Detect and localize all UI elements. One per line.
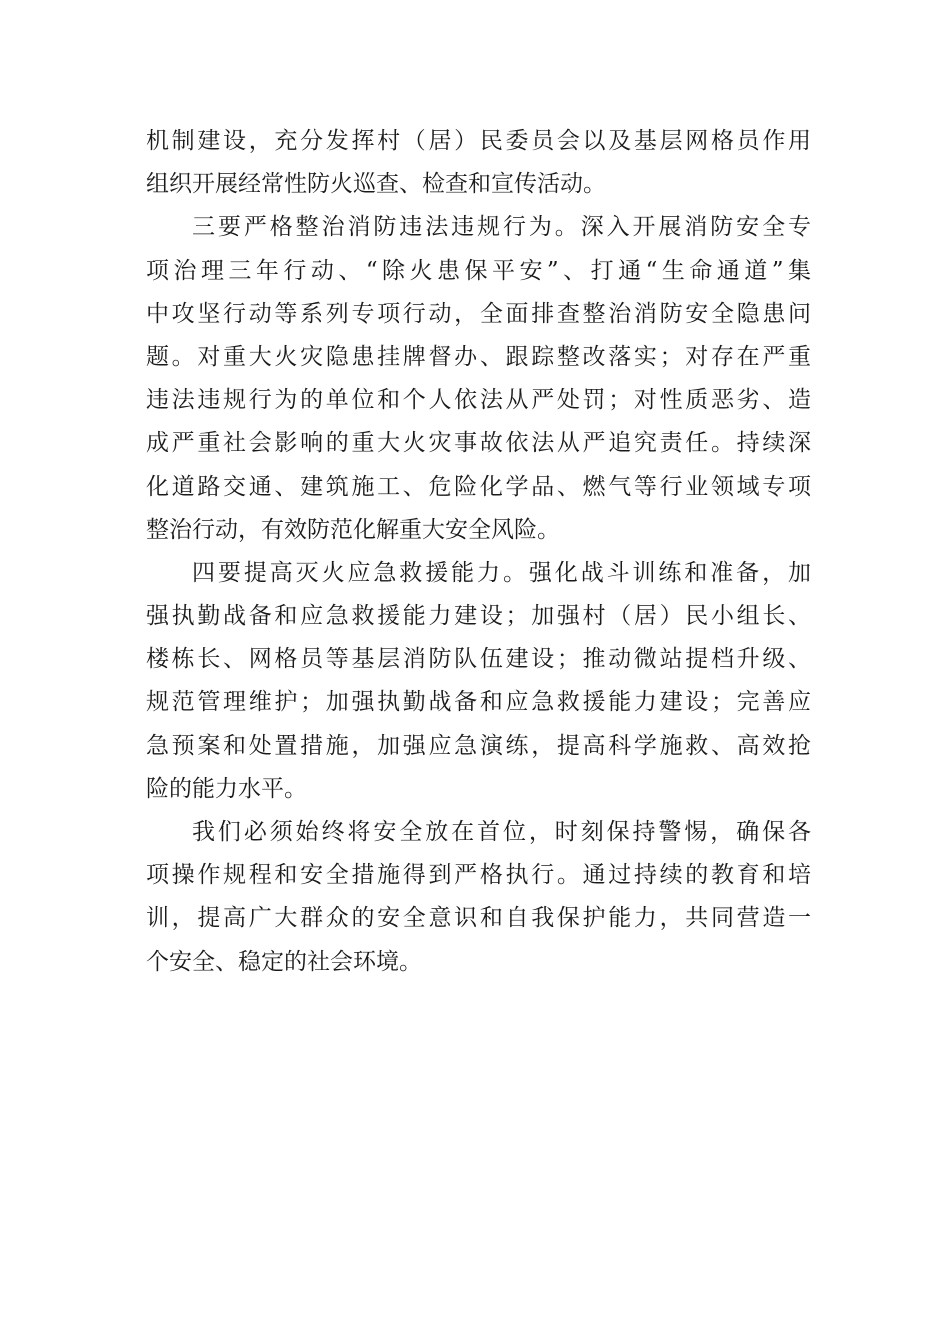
paragraph-line: 项操作规程和安全措施得到严格执行。通过持续的教育和培 — [146, 862, 811, 889]
paragraph-line: 个安全、稳定的社会环境。 — [146, 948, 422, 975]
paragraph-line: 强执勤战备和应急救援能力建设；加强村（居）民小组长、 — [146, 603, 811, 630]
paragraph-line: 机制建设，充分发挥村（居）民委员会以及基层网格员作用 — [146, 128, 811, 154]
document-body — [146, 120, 811, 984]
paragraph-line: 项治理三年行动、“除火患保平安”、打通“生命通道”集 — [146, 257, 811, 284]
paragraph-first-line: 我们必须始终将安全放在首位，时刻保持警惕，确保各 — [192, 819, 811, 845]
paragraph-line: 中攻坚行动等系列专项行动，全面排查整治消防安全隐患问 — [146, 300, 811, 327]
paragraph-line: 险的能力水平。 — [146, 775, 307, 802]
paragraph-line: 整治行动，有效防范化解重大安全风险。 — [146, 516, 560, 543]
paragraph-line: 组织开展经常性防火巡查、检查和宣传活动。 — [146, 171, 606, 198]
paragraph-first-line: 四要提高灭火应急救援能力。强化战斗训练和准备，加 — [192, 559, 811, 586]
paragraph-line: 楼栋长、网格员等基层消防队伍建设；推动微站提档升级、 — [146, 646, 811, 673]
paragraph-line: 规范管理维护；加强执勤战备和应急救援能力建设；完善应 — [146, 689, 811, 716]
paragraph-line: 题。对重大火灾隐患挂牌督办、跟踪整改落实；对存在严重 — [146, 343, 811, 370]
paragraph-line: 训，提高广大群众的安全意识和自我保护能力，共同营造一 — [146, 905, 811, 932]
paragraph-line: 违法违规行为的单位和个人依法从严处罚；对性质恶劣、造 — [146, 387, 811, 414]
paragraph-line: 化道路交通、建筑施工、危险化学品、燃气等行业领域专项 — [146, 473, 811, 500]
paragraph-line: 急预案和处置措施，加强应急演练，提高科学施救、高效抢 — [146, 732, 811, 759]
paragraph-line: 成严重社会影响的重大火灾事故依法从严追究责任。持续深 — [146, 430, 811, 457]
paragraph-first-line: 三要严格整治消防违法违规行为。深入开展消防安全专 — [192, 214, 811, 241]
